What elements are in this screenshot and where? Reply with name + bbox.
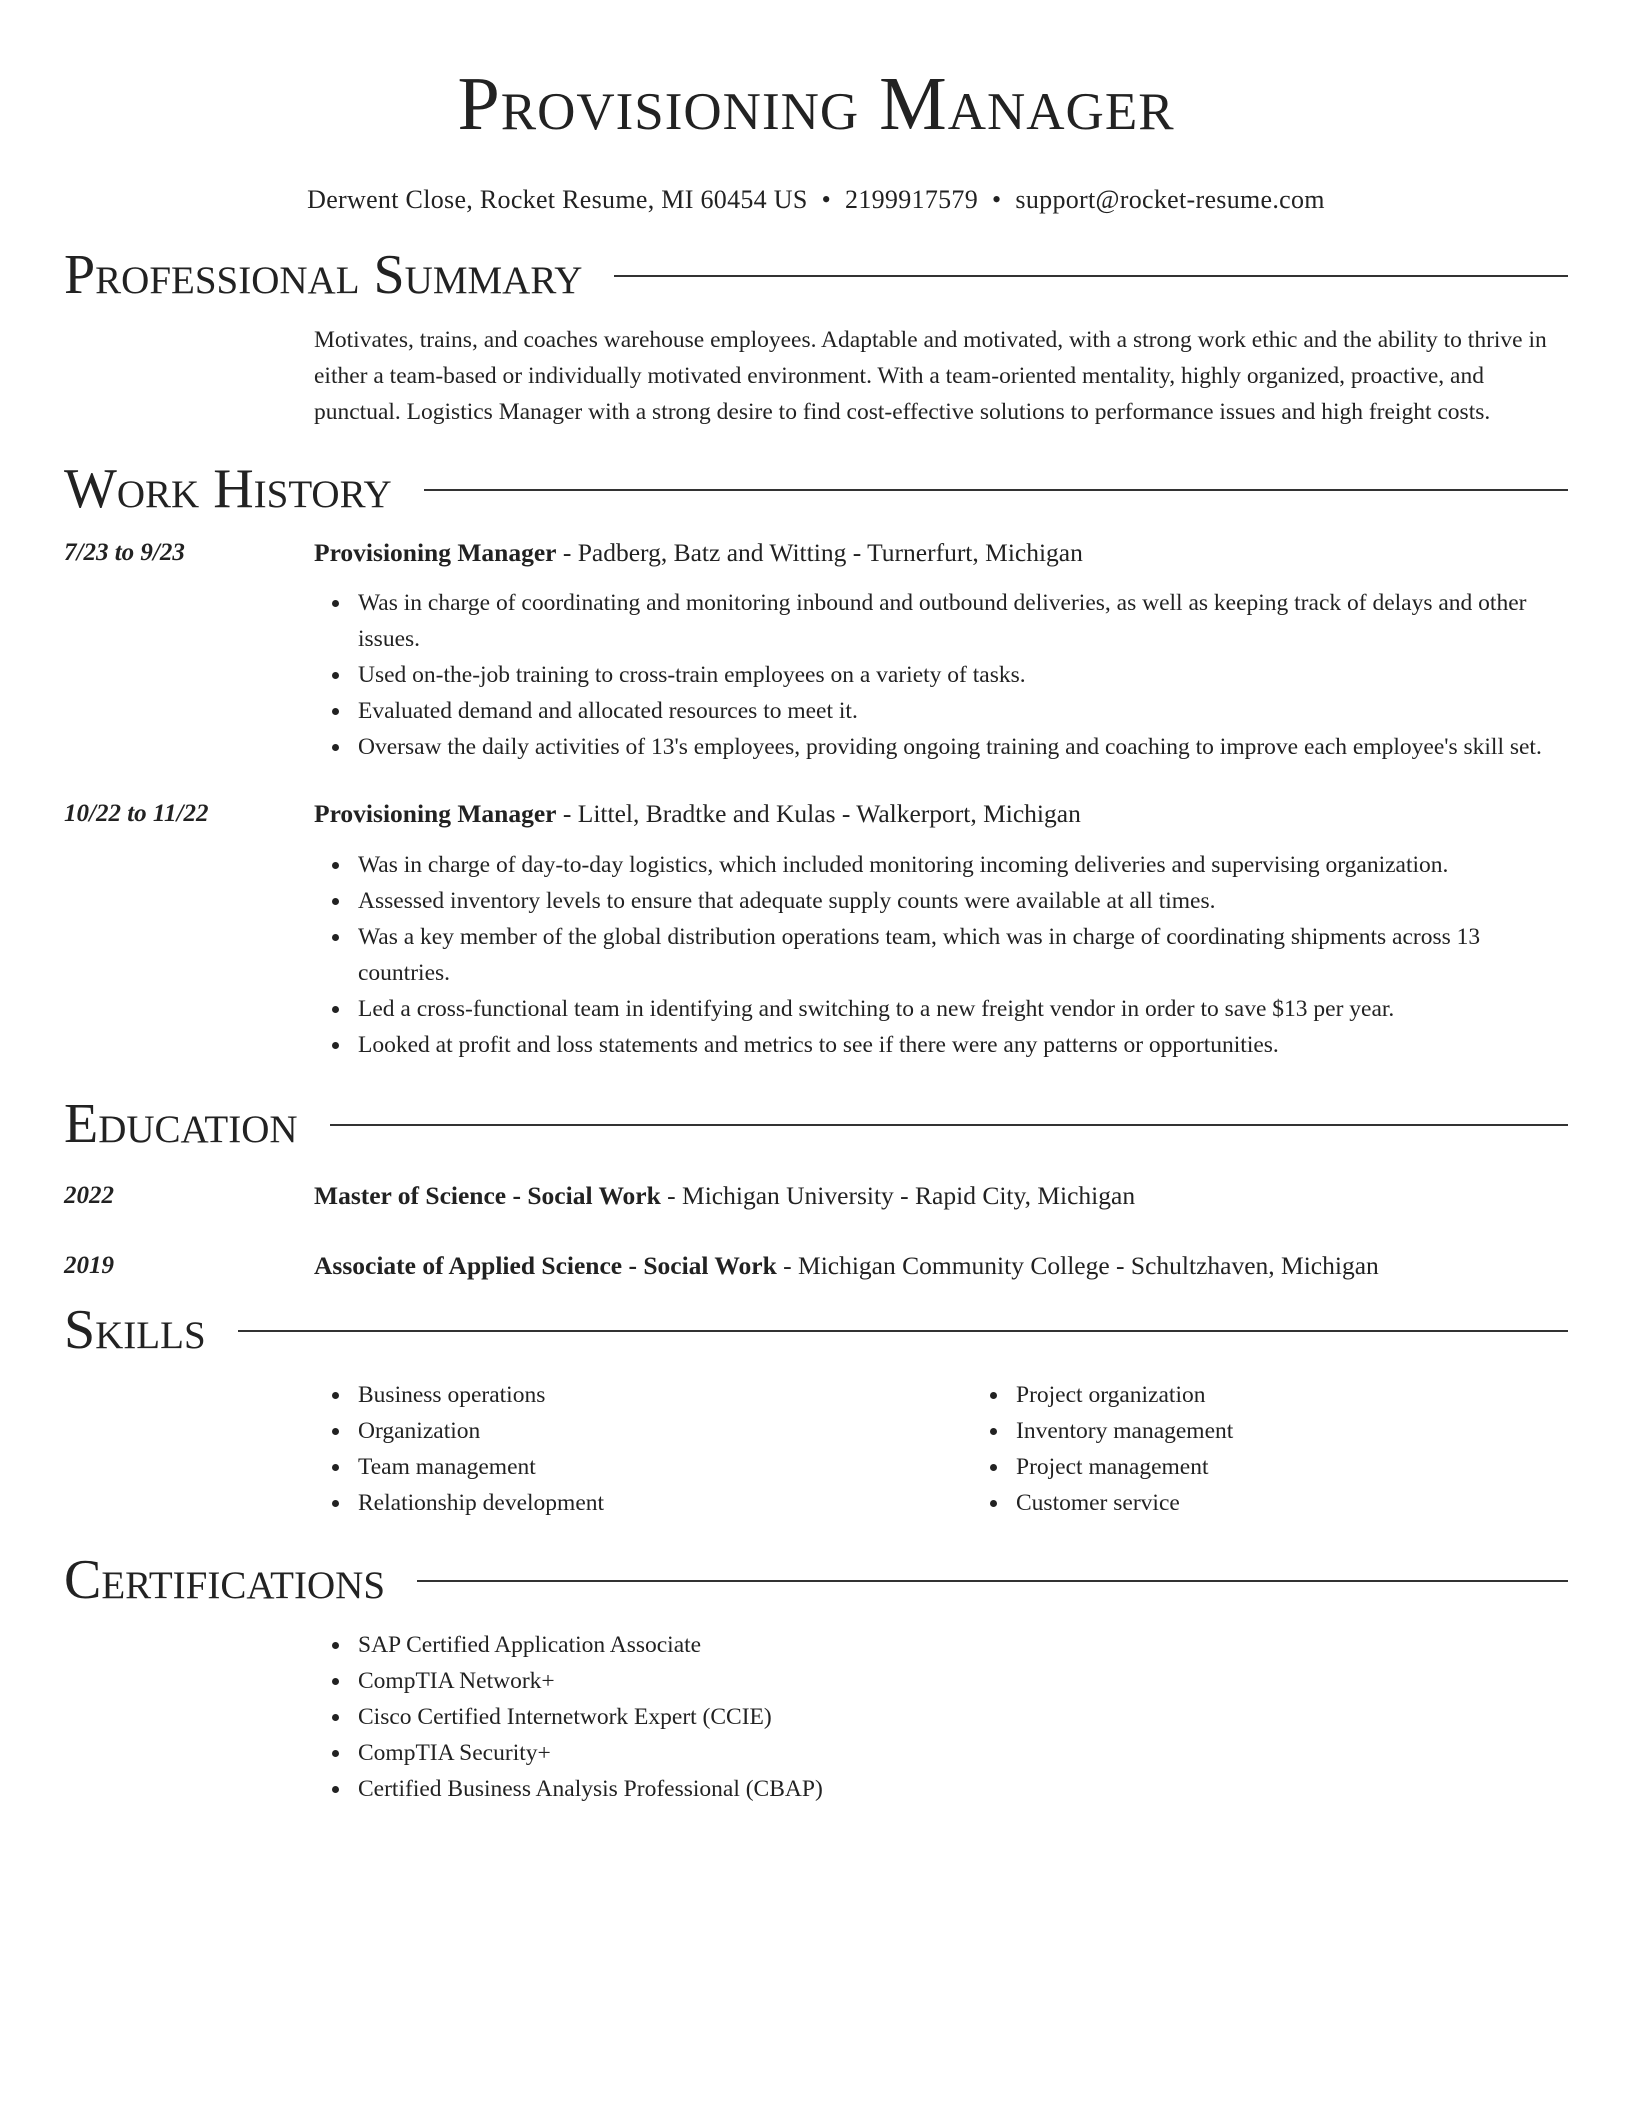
skill-item: Inventory management xyxy=(1016,1413,1568,1449)
certifications-row xyxy=(64,1627,1568,1807)
certifications-heading: Certifications xyxy=(64,1549,386,1611)
contact-phone: 2199917579 xyxy=(845,185,979,214)
section-divider xyxy=(238,1330,1568,1332)
skills-spacer xyxy=(64,1377,314,1521)
education-line xyxy=(314,1249,1568,1283)
job-bullets xyxy=(314,585,1568,765)
skill-item: Organization xyxy=(358,1413,972,1449)
certifications-section-header xyxy=(64,1547,1568,1613)
contact-separator: • xyxy=(992,185,1002,214)
job-bullet: Was in charge of coordinating and monitoring inbound and outbound deliveries, as well as keeping track of delays and other issues. xyxy=(358,585,1568,657)
education-line xyxy=(314,1179,1568,1213)
education-entry xyxy=(64,1249,1568,1283)
work-heading: Work History xyxy=(64,458,392,520)
certifications-list xyxy=(314,1627,1568,1807)
skill-item: Project organization xyxy=(1016,1377,1568,1413)
job-bullet: Oversaw the daily activities of 13's employees, providing ongoing training and coaching to improve each employee's skill set. xyxy=(358,729,1568,765)
job-bullet: Used on-the-job training to cross-train employees on a variety of tasks. xyxy=(358,657,1568,693)
section-divider xyxy=(330,1124,1568,1126)
education-degree: Master of Science - Social Work xyxy=(314,1181,661,1210)
section-divider xyxy=(417,1580,1568,1582)
job-bullets xyxy=(314,847,1568,1063)
contact-address: Derwent Close, Rocket Resume, MI 60454 US xyxy=(307,185,808,214)
contact-separator: • xyxy=(821,185,832,214)
summary-text: Motivates, trains, and coaches warehouse employees. Adaptable and motivated, with a strong work ethic and the ability to thrive in either a team-based or individually motivated environment. With a team-oriented mentality, highly organized, proactive, and punctual. Logistics Manager with a strong desire to find cost-effective solutions to performance issues and high freight costs. xyxy=(314,327,1547,425)
certification-item: SAP Certified Application Associate xyxy=(358,1627,1568,1663)
skill-item: Business operations xyxy=(358,1377,972,1413)
skill-item: Project management xyxy=(1016,1449,1568,1485)
skills-row xyxy=(64,1377,1568,1521)
education-section-header xyxy=(64,1091,1568,1157)
job-bullet: Led a cross-functional team in identifying and switching to a new freight vendor in order to save $13 per year. xyxy=(358,991,1568,1027)
education-school: - Michigan Community College - Schultzhaven, Michigan xyxy=(776,1251,1379,1280)
education-year: 2019 xyxy=(64,1252,114,1279)
contact-line xyxy=(64,184,1568,216)
job-heading xyxy=(314,797,1568,831)
certification-item: Certified Business Analysis Professional (CBAP) xyxy=(358,1771,1568,1807)
job-dates: 10/22 to 11/22 xyxy=(64,800,209,827)
job-entry xyxy=(64,536,1568,765)
job-bullet: Evaluated demand and allocated resources to meet it. xyxy=(358,693,1568,729)
contact-email: support@rocket-resume.com xyxy=(1015,185,1325,214)
summary-section-header xyxy=(64,242,1568,308)
job-title: Provisioning Manager xyxy=(314,538,557,567)
certification-item: CompTIA Network+ xyxy=(358,1663,1568,1699)
candidate-name: Provisioning Manager xyxy=(457,62,1175,146)
skill-item: Customer service xyxy=(1016,1485,1568,1521)
skills-grid xyxy=(314,1377,1568,1521)
skills-heading: Skills xyxy=(64,1299,206,1361)
job-bullet: Assessed inventory levels to ensure that adequate supply counts were available at all times. xyxy=(358,883,1568,919)
work-section-header xyxy=(64,456,1568,522)
job-employer: - Littel, Bradtke and Kulas - Walkerport, Michigan xyxy=(556,799,1081,828)
job-bullet: Was a key member of the global distribution operations team, which was in charge of coordinating shipments across 13 countries. xyxy=(358,919,1568,991)
education-heading: Education xyxy=(64,1093,298,1155)
skills-column-2 xyxy=(972,1377,1568,1521)
job-employer: - Padberg, Batz and Witting - Turnerfurt, Michigan xyxy=(556,538,1083,567)
certifications-spacer xyxy=(64,1627,314,1807)
education-degree: Associate of Applied Science - Social Work xyxy=(314,1251,777,1280)
job-title: Provisioning Manager xyxy=(314,799,557,828)
skill-item: Relationship development xyxy=(358,1485,972,1521)
job-entry xyxy=(64,797,1568,1063)
certification-item: Cisco Certified Internetwork Expert (CCIE) xyxy=(358,1699,1568,1735)
summary-heading: Professional Summary xyxy=(64,244,583,306)
summary-spacer xyxy=(64,322,314,430)
job-heading xyxy=(314,536,1568,570)
job-bullet: Was in charge of day-to-day logistics, which included monitoring incoming deliveries and supervising organization. xyxy=(358,847,1568,883)
education-entry xyxy=(64,1179,1568,1213)
education-school: - Michigan University - Rapid City, Michigan xyxy=(660,1181,1136,1210)
summary-row xyxy=(64,322,1568,430)
section-divider xyxy=(424,489,1568,491)
skills-section-header xyxy=(64,1297,1568,1363)
job-dates: 7/23 to 9/23 xyxy=(64,539,185,566)
certification-item: CompTIA Security+ xyxy=(358,1735,1568,1771)
skill-item: Team management xyxy=(358,1449,972,1485)
job-bullet: Looked at profit and loss statements and metrics to see if there were any patterns or opportunities. xyxy=(358,1027,1568,1063)
education-year: 2022 xyxy=(64,1182,114,1209)
section-divider xyxy=(614,275,1568,277)
skills-column-1 xyxy=(314,1377,972,1521)
